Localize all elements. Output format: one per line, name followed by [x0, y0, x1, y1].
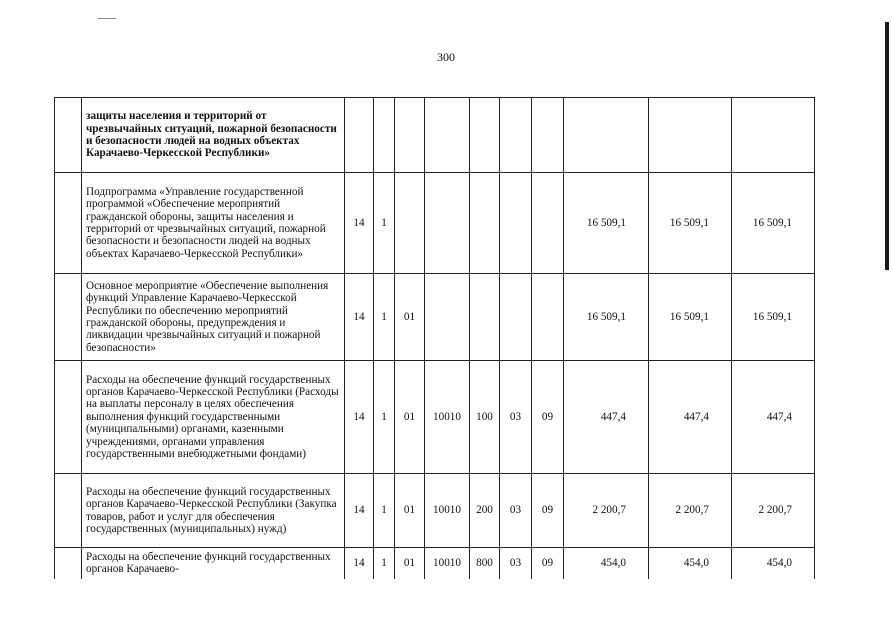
amount-cell [649, 98, 732, 173]
code-cell: 09 [532, 474, 564, 548]
scan-speck [98, 18, 116, 19]
code-cell: 14 [345, 274, 374, 361]
code-cell: 01 [395, 474, 425, 548]
code-cell: 1 [374, 474, 395, 548]
page-number: 300 [437, 50, 455, 64]
code-cell: 03 [500, 548, 532, 579]
row-description: защиты населения и территорий от чрезвычайных ситуаций, пожарной безопасности и безопасности людей на водных объектах Карачаево-Черкесской Республики» [82, 98, 345, 173]
code-cell [395, 98, 425, 173]
code-cell: 14 [345, 173, 374, 274]
code-cell [374, 98, 395, 173]
code-cell: 1 [374, 274, 395, 361]
amount-cell: 2 200,7 [649, 474, 732, 548]
code-cell [425, 274, 470, 361]
code-cell: 100 [470, 361, 500, 474]
code-cell [425, 98, 470, 173]
amount-cell: 447,4 [564, 361, 649, 474]
code-cell [500, 274, 532, 361]
amount-cell [564, 98, 649, 173]
code-cell [395, 173, 425, 274]
row-index-cell [55, 548, 82, 579]
code-cell [470, 98, 500, 173]
code-cell [470, 173, 500, 274]
amount-cell: 16 509,1 [732, 274, 815, 361]
code-cell: 10010 [425, 548, 470, 579]
budget-table [54, 97, 815, 579]
code-cell [500, 173, 532, 274]
row-description: Расходы на обеспечение функций государственных органов Карачаево-Черкесской Республики (Расходы на выплаты персоналу в целях обеспечения выполнения функций государственными (муниципальными) органами, казенными учреждениями, органами управления государственными внебюджетными фондами) [82, 361, 345, 474]
amount-cell: 447,4 [732, 361, 815, 474]
code-cell: 09 [532, 548, 564, 579]
row-description: Расходы на обеспечение функций государственных органов Карачаево-Черкесской Республики (Закупка товаров, работ и услуг для обеспечения государственных (муниципальных) нужд) [82, 474, 345, 548]
amount-cell: 16 509,1 [649, 274, 732, 361]
row-description: Подпрограмма «Управление государственной программой «Обеспечение мероприятий гражданской обороны, защиты населения и территорий от чрезвычайных ситуаций, пожарной безопасности и безопасности людей на водных объектах Карачаево-Черкесской Республики» [82, 173, 345, 274]
code-cell [470, 274, 500, 361]
code-cell: 14 [345, 474, 374, 548]
code-cell: 1 [374, 173, 395, 274]
code-cell [532, 274, 564, 361]
code-cell [345, 98, 374, 173]
code-cell [532, 98, 564, 173]
code-cell: 09 [532, 361, 564, 474]
table-row [55, 548, 815, 579]
code-cell: 1 [374, 548, 395, 579]
code-cell: 14 [345, 548, 374, 579]
table-row [55, 361, 815, 474]
row-index-cell [55, 98, 82, 173]
amount-cell [732, 98, 815, 173]
amount-cell: 454,0 [564, 548, 649, 579]
amount-cell: 16 509,1 [564, 274, 649, 361]
code-cell: 03 [500, 361, 532, 474]
row-description: Расходы на обеспечение функций государственных органов Карачаево- [82, 548, 345, 579]
amount-cell: 16 509,1 [649, 173, 732, 274]
table-row [55, 98, 815, 173]
code-cell [500, 98, 532, 173]
code-cell: 01 [395, 361, 425, 474]
row-description: Основное мероприятие «Обеспечение выполнения функций Управление Карачаево-Черкесской Республики по обеспечению мероприятий гражданской обороны, предупреждения и ликвидации чрезвычайных ситуаций и пожарной безопасности» [82, 274, 345, 361]
code-cell: 01 [395, 548, 425, 579]
amount-cell: 447,4 [649, 361, 732, 474]
amount-cell: 454,0 [649, 548, 732, 579]
row-index-cell [55, 361, 82, 474]
code-cell: 10010 [425, 474, 470, 548]
amount-cell: 2 200,7 [732, 474, 815, 548]
table-row [55, 173, 815, 274]
code-cell: 800 [470, 548, 500, 579]
amount-cell: 16 509,1 [732, 173, 815, 274]
row-index-cell [55, 474, 82, 548]
amount-cell: 2 200,7 [564, 474, 649, 548]
code-cell [425, 173, 470, 274]
table-row [55, 474, 815, 548]
row-index-cell [55, 173, 82, 274]
code-cell: 200 [470, 474, 500, 548]
code-cell: 10010 [425, 361, 470, 474]
amount-cell: 454,0 [732, 548, 815, 579]
amount-cell: 16 509,1 [564, 173, 649, 274]
code-cell: 01 [395, 274, 425, 361]
row-index-cell [55, 274, 82, 361]
code-cell: 1 [374, 361, 395, 474]
code-cell [532, 173, 564, 274]
code-cell: 03 [500, 474, 532, 548]
table-row [55, 274, 815, 361]
code-cell: 14 [345, 361, 374, 474]
